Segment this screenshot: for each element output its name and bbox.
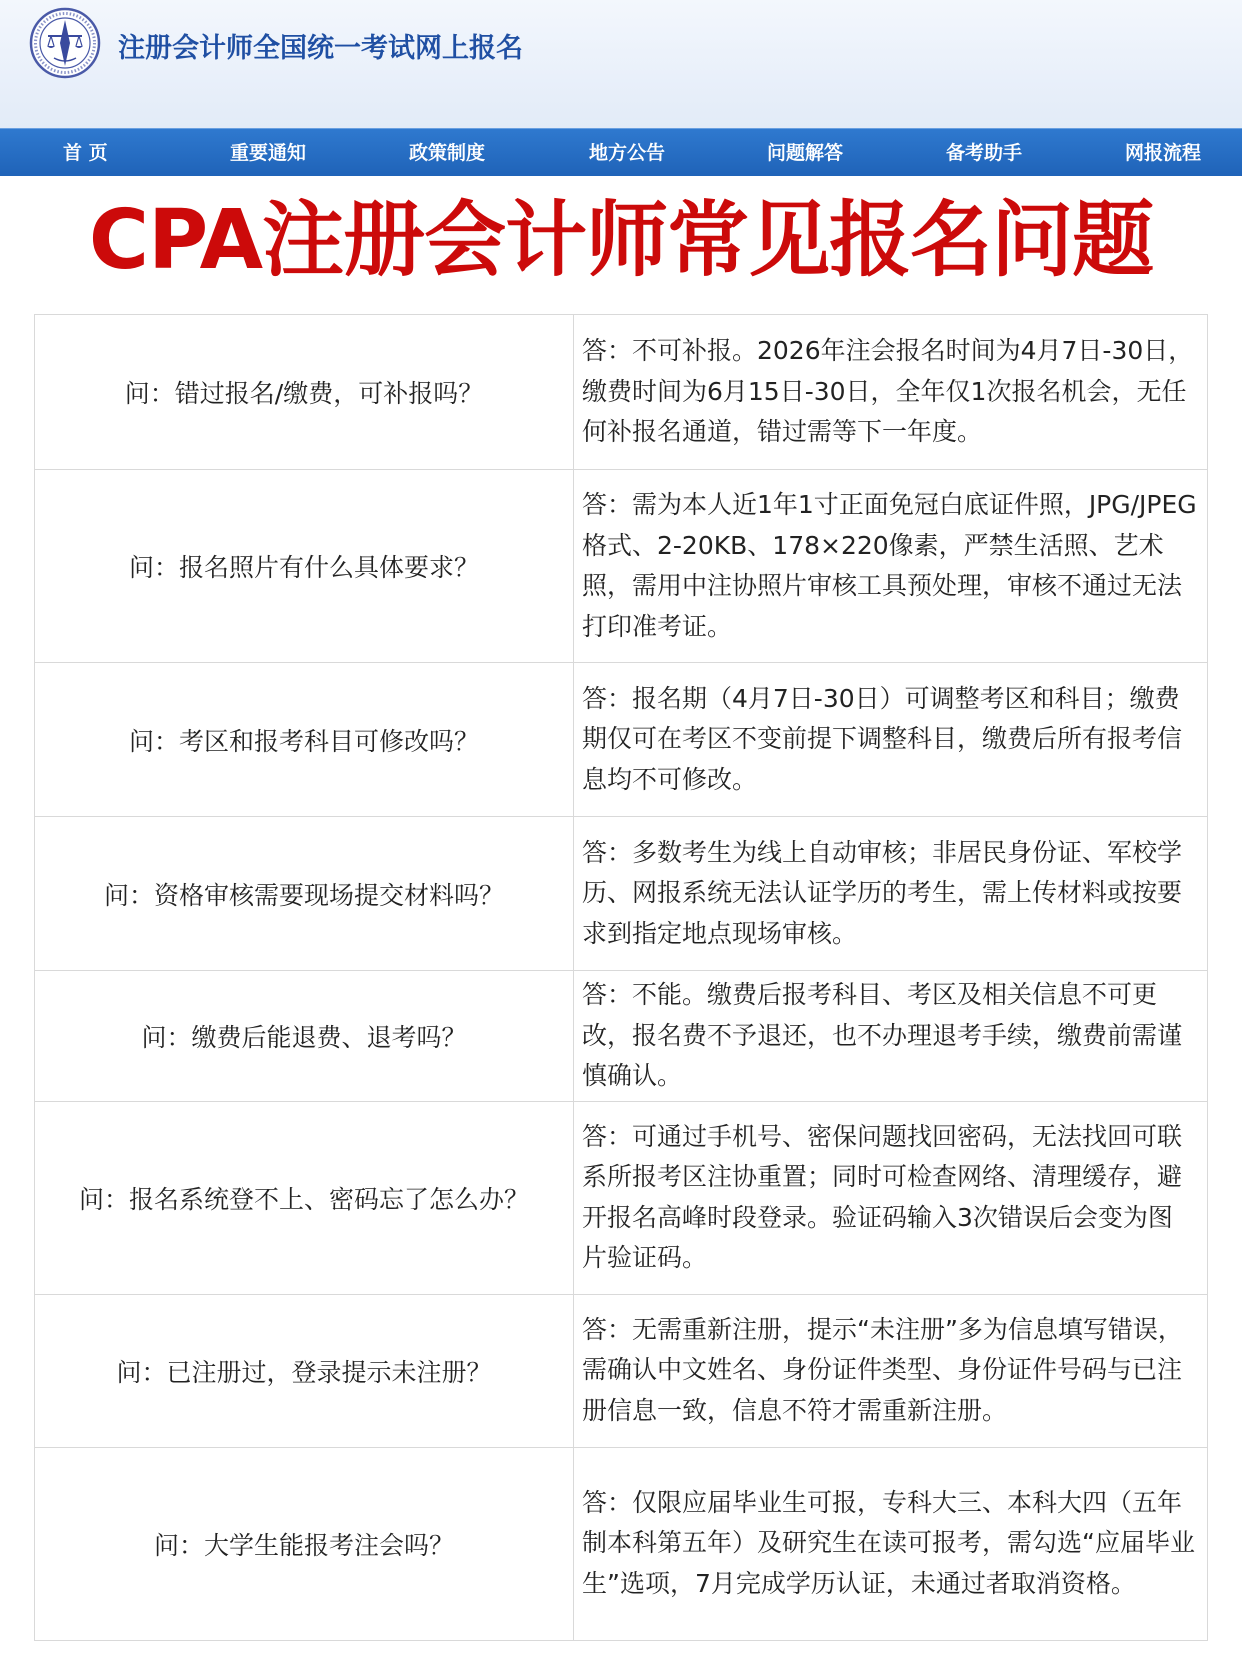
nav-item-study-assistant[interactable]: 备考助手: [946, 142, 1023, 164]
faq-question: 问：已注册过，登录提示未注册？: [35, 1294, 574, 1447]
faq-answer: 答：不可补报。2026年注会报名时间为4月7日-30日，缴费时间为6月15日-30日，全年仅1次报名机会，无任何补报名通道，错过需等下一年度。: [574, 315, 1208, 470]
faq-question: 问：考区和报考科目可修改吗？: [35, 663, 574, 817]
faq-row: [35, 817, 1208, 971]
page-title: CPA注册会计师常见报名问题: [88, 193, 1154, 288]
nav-item-policies[interactable]: 政策制度: [409, 142, 486, 164]
main-nav: [0, 128, 1242, 176]
faq-answer: 答：无需重新注册，提示“未注册”多为信息填写错误，需确认中文姓名、身份证件类型、身份证件号码与已注册信息一致，信息不符才需重新注册。: [574, 1294, 1208, 1447]
faq-answer: 答：不能。缴费后报考科目、考区及相关信息不可更改，报名费不予退还，也不办理退考手续，缴费前需谨慎确认。: [574, 971, 1208, 1102]
nav-item-notices[interactable]: 重要通知: [230, 142, 307, 164]
site-title[interactable]: 注册会计师全国统一考试网上报名: [118, 33, 523, 64]
faq-row: [35, 315, 1208, 470]
faq-answer: 答：报名期（4月7日-30日）可调整考区和科目；缴费期仅可在考区不变前提下调整科目，缴费后所有报考信息均不可修改。: [574, 663, 1208, 817]
faq-question: 问：大学生能报考注会吗？: [35, 1447, 574, 1640]
faq-question: 问：报名系统登不上、密码忘了怎么办？: [35, 1101, 574, 1294]
faq-answer: 答：需为本人近1年1寸正面免冠白底证件照，JPG/JPEG格式、2-20KB、178×220像素，严禁生活照、艺术照，需用中注协照片审核工具预处理，审核不通过无法打印准考证。: [574, 470, 1208, 663]
nav-item-faq[interactable]: 问题解答: [767, 142, 844, 164]
faq-row: [35, 1447, 1208, 1640]
faq-answer: 答：多数考生为线上自动审核；非居民身份证、军校学历、网报系统无法认证学历的考生，需上传材料或按要求到指定地点现场审核。: [574, 817, 1208, 971]
site-header: [0, 0, 1242, 128]
faq-answer: 答：仅限应届毕业生可报，专科大三、本科大四（五年制本科第五年）及研究生在读可报考，需勾选“应届毕业生”选项，7月完成学历认证，未通过者取消资格。: [574, 1447, 1208, 1640]
nav-item-home[interactable]: 首 页: [63, 142, 108, 164]
faq-table: [34, 314, 1208, 1641]
faq-answer: 答：可通过手机号、密保问题找回密码，无法找回可联系所报考区注协重置；同时可检查网络、清理缓存，避开报名高峰时段登录。验证码输入3次错误后会变为图片验证码。: [574, 1101, 1208, 1294]
faq-question: 问：资格审核需要现场提交材料吗？: [35, 817, 574, 971]
faq-row: [35, 1294, 1208, 1447]
faq-row: [35, 663, 1208, 817]
nav-item-local-announcements[interactable]: 地方公告: [589, 142, 666, 164]
faq-question: 问：错过报名/缴费，可补报吗？: [35, 315, 574, 470]
cicpa-emblem-icon[interactable]: [24, 6, 106, 80]
faq-row: [35, 470, 1208, 663]
nav-item-registration-process[interactable]: 网报流程: [1125, 142, 1202, 164]
faq-row: [35, 1101, 1208, 1294]
faq-question: 问：缴费后能退费、退考吗？: [35, 971, 574, 1102]
faq-row: [35, 971, 1208, 1102]
faq-question: 问：报名照片有什么具体要求？: [35, 470, 574, 663]
